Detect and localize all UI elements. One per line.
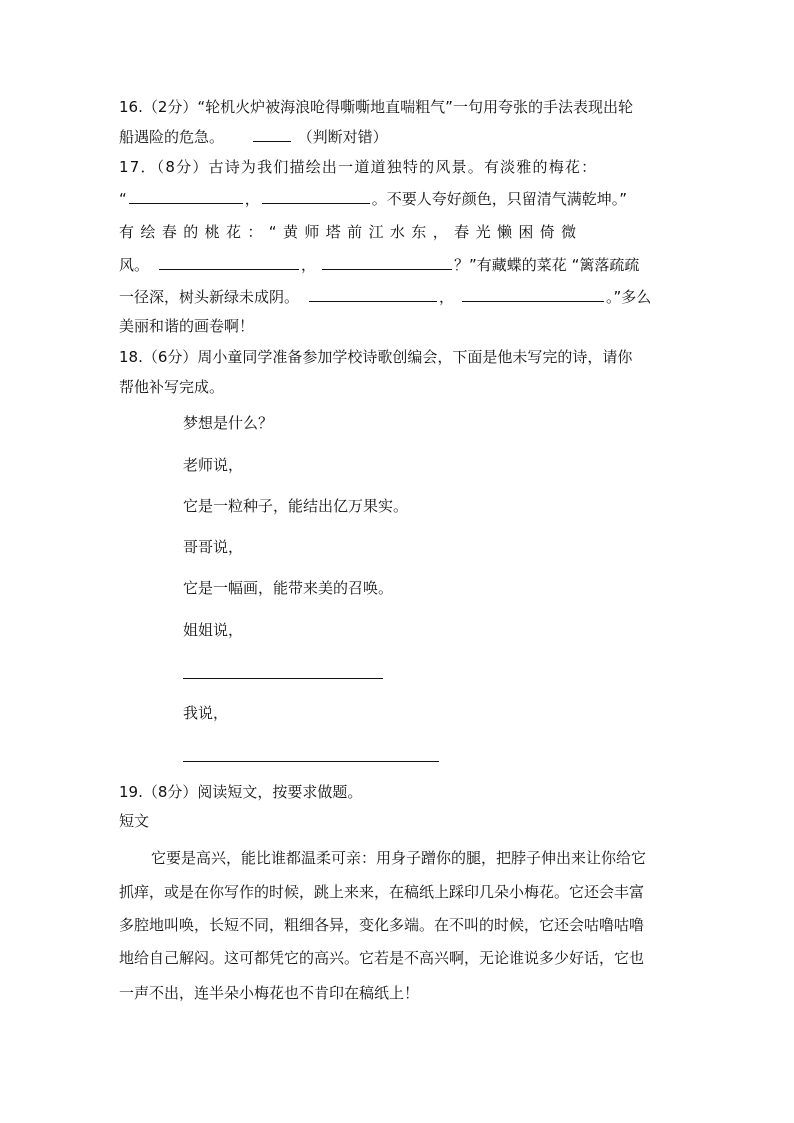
q17-blank-6[interactable] <box>462 287 604 302</box>
poem-line-7: 我说， <box>183 704 229 722</box>
q17-line-5 <box>119 287 651 307</box>
poem-line-5: 它是一幅画，能带来美的召唤。 <box>183 579 394 597</box>
q17-quote-open: “ <box>119 190 127 208</box>
q17-line-4 <box>119 255 639 275</box>
poem-line-6: 姐姐说， <box>183 621 244 639</box>
q17-blank-1[interactable] <box>129 189 243 204</box>
q17-peach-end: ？”有藏蝶的菜花 “篱落疏疏 <box>454 256 640 274</box>
q17-line-3: 有绘春的桃花：“黄师塔前江水东，春光懒困倚微 <box>119 223 583 241</box>
q17-closing: 。”多么 <box>606 288 652 306</box>
q17-wind: 风。 <box>119 256 150 274</box>
q17-deep-path: 一径深，树头新绿未成阴。 <box>119 288 300 306</box>
q17-plum-verse: 。不要人夸好颜色，只留清气满乾坤。” <box>371 190 628 208</box>
q17-line-1: 17．（8分）古诗为我们描绘出一道道独特的风景。有淡雅的梅花： <box>119 158 598 176</box>
q18-line-1: 18.（6分）周小童同学准备参加学校诗歌创编会，下面是他未写完的诗，请你 <box>119 348 633 366</box>
q17-comma-2: ， <box>301 256 317 274</box>
q16-judge-label: （判断对错） <box>297 128 388 146</box>
poem-line-2: 老师说， <box>183 456 244 474</box>
poem-line-3: 它是一粒种子，能结出亿万果实。 <box>183 497 409 515</box>
q17-blank-3[interactable] <box>159 255 299 270</box>
q19-passage-label: 短文 <box>119 812 150 830</box>
q17-line-6: 美丽和谐的画卷啊！ <box>119 317 255 335</box>
poem-blank-sister[interactable] <box>183 678 383 679</box>
q17-blank-2[interactable] <box>262 189 370 204</box>
passage-line-1: 它要是高兴，能比谁都温柔可亲：用身子蹭你的腿，把脖子伸出来让你给它 <box>151 849 647 867</box>
q16-line-1: 16.（2分）“轮机火炉被海浪呛得嘶嘶地直喘粗气”一句用夸张的手法表现出轮 <box>119 98 633 116</box>
q17-comma-1: ， <box>244 190 260 208</box>
poem-line-4: 哥哥说， <box>183 538 244 556</box>
q17-blank-5[interactable] <box>309 287 437 302</box>
q17-comma-3: ， <box>439 288 455 306</box>
q18-line-2: 帮他补写完成。 <box>119 378 225 396</box>
q16-text: 船遇险的危急。 <box>119 128 225 146</box>
passage-line-3: 多腔地叫唤，长短不同，粗细各异，变化多端。在不叫的时候，它还会咕噜咕噜 <box>119 916 645 934</box>
passage-line-5: 一声不出，连半朵小梅花也不肯印在稿纸上！ <box>119 984 420 1002</box>
poem-line-1: 梦想是什么？ <box>183 414 274 432</box>
passage-line-2: 抓痒，或是在你写作的时候，跳上来来，在稿纸上踩印几朵小梅花。它还会丰富 <box>119 883 645 901</box>
q17-blank-4[interactable] <box>322 255 452 270</box>
q17-line-2 <box>119 189 627 209</box>
q16-answer-blank[interactable] <box>253 127 291 142</box>
q19-line-1: 19.（8分）阅读短文，按要求做题。 <box>119 783 363 801</box>
poem-blank-me[interactable] <box>183 761 439 762</box>
passage-line-4: 地给自己解闷。这可都凭它的高兴。它若是不高兴啊，无论谁说多少好话，它也 <box>119 949 645 967</box>
q16-line-2 <box>119 127 388 147</box>
